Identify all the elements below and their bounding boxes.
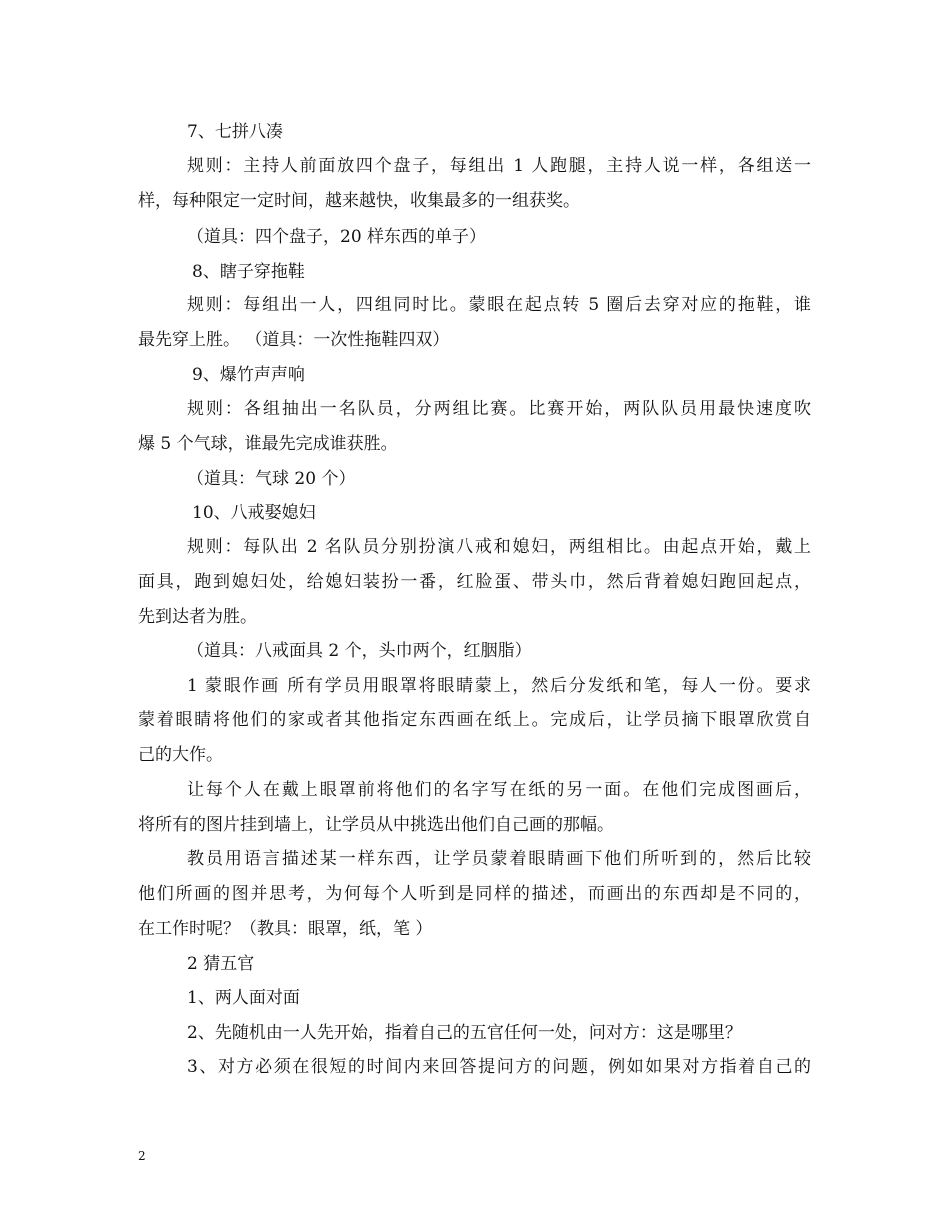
paragraph-line: 面具，跑到媳妇处，给媳妇装扮一番，红脸蛋、带头巾，然后背着媳妇跑回起点， xyxy=(138,572,811,592)
heading-baozhushengshengxiang: 9、爆竹声声响 xyxy=(192,365,305,385)
paragraph-line: 先到达者为胜。 xyxy=(138,607,257,627)
paragraph-line: 将所有的图片挂到墙上，让学员从中挑选出他们自己画的那幅。 xyxy=(138,815,614,835)
props-note: （道具：四个盘子，20 样东西的单子） xyxy=(187,227,487,247)
paragraph-line: 蒙着眼睛将他们的家或者其他指定东西画在纸上。完成后，让学员摘下眼罩欣赏自 xyxy=(138,710,811,730)
paragraph-line: 教员用语言描述某一样东西，让学员蒙着眼睛画下他们所听到的，然后比较 xyxy=(187,849,811,869)
heading-bajiequxifu: 10、八戒娶媳妇 xyxy=(192,503,316,523)
paragraph-line: 最先穿上胜。 （道具：一次性拖鞋四双） xyxy=(138,330,450,350)
heading-xiazichuantuoxie: 8、瞎子穿拖鞋 xyxy=(192,262,305,282)
page-number: 2 xyxy=(138,1149,146,1163)
paragraph-line: 规则：主持人前面放四个盘子，每组出 1 人跑腿，主持人说一样，各组送一 xyxy=(187,156,811,176)
paragraph-line: 己的大作。 xyxy=(138,745,223,765)
paragraph-line: 在工作时呢？（教具：眼罩，纸，笔 ） xyxy=(138,919,433,939)
paragraph-line: 样，每种限定一定时间，越来越快，收集最多的一组获奖。 xyxy=(138,191,580,211)
paragraph-line: 1 蒙眼作画 所有学员用眼罩将眼睛蒙上，然后分发纸和笔，每人一份。要求 xyxy=(187,676,811,696)
paragraph-line: 规则：每队出 2 名队员分别扮演八戒和媳妇，两组相比。由起点开始，戴上 xyxy=(187,537,811,557)
heading-caiwuguan: 2 猜五官 xyxy=(187,954,255,974)
heading-qipinbacou: 7、七拼八凑 xyxy=(187,122,283,142)
props-note: （道具：气球 20 个） xyxy=(187,469,356,489)
paragraph-line: 他们所画的图并思考，为何每个人听到是同样的描述，而画出的东西却是不同的， xyxy=(138,884,811,904)
paragraph-line: 让每个人在戴上眼罩前将他们的名字写在纸的另一面。在他们完成图画后， xyxy=(187,780,811,800)
paragraph-line: 规则：每组出一人，四组同时比。蒙眼在起点转 5 圈后去穿对应的拖鞋，谁 xyxy=(187,295,811,315)
list-item: 3、对方必须在很短的时间内来回答提问方的问题，例如如果对方指着自己的 xyxy=(187,1057,811,1077)
paragraph-line: 规则：各组抽出一名队员，分两组比赛。比赛开始，两队队员用最快速度吹 xyxy=(187,399,811,419)
list-item: 1、两人面对面 xyxy=(187,988,300,1008)
list-item: 2、先随机由一人先开始，指着自己的五官任何一处，问对方：这是哪里？ xyxy=(187,1023,742,1043)
props-note: （道具：八戒面具 2 个，头巾两个，红胭脂） xyxy=(187,641,532,661)
paragraph-line: 爆 5 个气球，谁最先完成谁获胜。 xyxy=(138,434,398,454)
